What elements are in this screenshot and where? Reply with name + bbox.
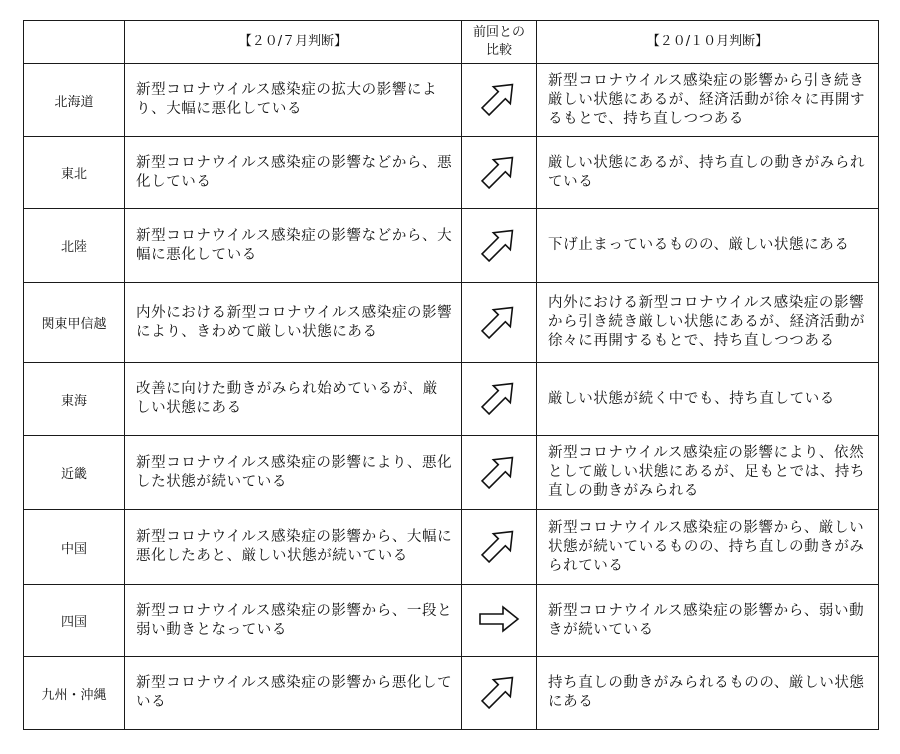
region-name: 中国 [24,510,125,585]
regional-economy-table [23,20,879,730]
table-row [24,209,879,283]
current-judgment: 新型コロナウイルス感染症の影響から引き続き厳しい状態にあるが、経済活動が徐々に再開するもとで、持ち直しつつある [537,64,879,137]
arrow-right-icon [478,601,520,637]
arrow-up-right-icon [478,226,520,262]
previous-judgment: 新型コロナウイルス感染症の影響から、一段と弱い動きとなっている [125,585,462,657]
comparison-cell [462,137,537,209]
header-comparison-label: 前回との比較 [473,25,526,58]
table-row [24,657,879,730]
region-name: 東海 [24,363,125,436]
arrow-up-right-icon [478,153,520,189]
region-name: 関東甲信越 [24,283,125,363]
previous-judgment: 新型コロナウイルス感染症の影響から、大幅に悪化したあと、厳しい状態が続いている [125,510,462,585]
table-header-row [24,21,879,64]
current-judgment: 新型コロナウイルス感染症の影響により、依然として厳しい状態にあるが、足もとでは、持ち直しの動きがみられる [537,436,879,510]
table-row [24,510,879,585]
arrow-up-right-icon [478,673,520,709]
table-row [24,436,879,510]
table-row [24,283,879,363]
current-judgment: 下げ止まっているものの、厳しい状態にある [537,209,879,283]
comparison-cell [462,436,537,510]
table-row [24,585,879,657]
comparison-cell [462,657,537,730]
arrow-up-right-icon [478,303,520,339]
current-judgment: 厳しい状態にあるが、持ち直しの動きがみられている [537,137,879,209]
region-name: 東北 [24,137,125,209]
header-region [24,21,125,64]
header-current-judgment: 【２０/１０月判断】 [537,21,879,64]
arrow-up-right-icon [478,80,520,116]
header-comparison [462,21,537,64]
arrow-up-right-icon [478,453,520,489]
comparison-cell [462,510,537,585]
comparison-cell [462,363,537,436]
arrow-up-right-icon [478,527,520,563]
region-name: 近畿 [24,436,125,510]
current-judgment: 厳しい状態が続く中でも、持ち直している [537,363,879,436]
region-name: 北陸 [24,209,125,283]
comparison-cell [462,64,537,137]
comparison-cell [462,585,537,657]
current-judgment: 持ち直しの動きがみられるものの、厳しい状態にある [537,657,879,730]
previous-judgment: 新型コロナウイルス感染症の影響などから、悪化している [125,137,462,209]
current-judgment: 内外における新型コロナウイルス感染症の影響から引き続き厳しい状態にあるが、経済活動が徐々に再開するもとで、持ち直しつつある [537,283,879,363]
comparison-cell [462,209,537,283]
previous-judgment: 内外における新型コロナウイルス感染症の影響により、きわめて厳しい状態にある [125,283,462,363]
region-name: 九州・沖縄 [24,657,125,730]
table-row [24,137,879,209]
previous-judgment: 新型コロナウイルス感染症の影響により、悪化した状態が続いている [125,436,462,510]
region-name: 北海道 [24,64,125,137]
current-judgment: 新型コロナウイルス感染症の影響から、厳しい状態が続いているものの、持ち直しの動きがみられている [537,510,879,585]
arrow-up-right-icon [478,379,520,415]
table-row [24,363,879,436]
previous-judgment: 改善に向けた動きがみられ始めているが、厳しい状態にある [125,363,462,436]
previous-judgment: 新型コロナウイルス感染症の影響などから、大幅に悪化している [125,209,462,283]
table-body [24,64,879,730]
previous-judgment: 新型コロナウイルス感染症の影響から悪化している [125,657,462,730]
comparison-cell [462,283,537,363]
previous-judgment: 新型コロナウイルス感染症の拡大の影響により、大幅に悪化している [125,64,462,137]
current-judgment: 新型コロナウイルス感染症の影響から、弱い動きが続いている [537,585,879,657]
table-row [24,64,879,137]
region-name: 四国 [24,585,125,657]
header-previous-judgment: 【２０/７月判断】 [125,21,462,64]
